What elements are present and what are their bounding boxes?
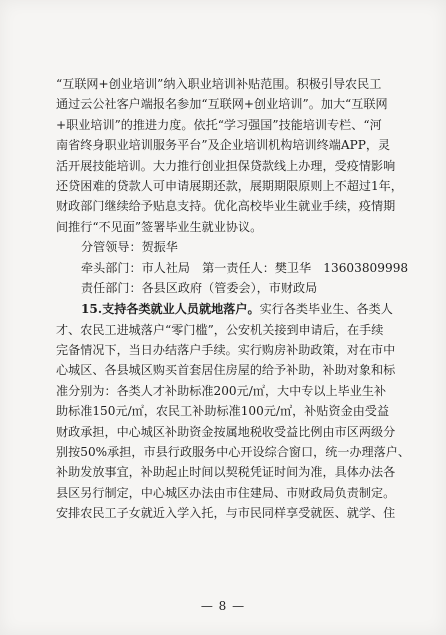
paragraph-line: 还贷困难的贷款人可申请展期还款，展期期限原则上不超过1年， (56, 178, 403, 193)
paragraph-line: +职业培训”的推进力度。依托“学习强国”技能培训专栏、“河 (56, 117, 382, 132)
page-number: — 8 — (200, 599, 246, 613)
paragraph-line: “互联网+创业培训”纳入职业培训补贴范围。积极引导农民工 (56, 77, 382, 91)
responsible-department-line: 责任部门：各县区政府（管委会），市财政局 (81, 280, 318, 295)
section-line: 财政承担，中心城区补助资金按属地税收受益比例由市区两级分 (56, 424, 396, 439)
section-line: 安排农民工子女就近入学入托，与市民同样享受就医、就学、住 (56, 506, 396, 521)
section-line: 心城区、各县城区购买首套居住房屋的给予补助，补助对象和标 (56, 363, 396, 378)
section-line: 县区另行制定，中心城区办法由市住建局、市财政局负责制定。 (56, 485, 396, 500)
document-body (56, 74, 411, 524)
section-title-rest: 实行各类毕业生、各类人 (259, 302, 393, 317)
paragraph-line: 活开展技能培训。大力推行创业担保贷款线上办理，受疫情影响 (56, 158, 396, 173)
section-line: 准分别为：各类人才补助标准200元/㎡，大中专以上毕业生补 (56, 383, 387, 398)
section-title: 15.支持各类就业人员就地落户。 (81, 302, 260, 317)
paragraph-line: 南省终身职业培训服务平台”及企业培训机构培训终端APP，灵 (56, 138, 391, 153)
section-line: 完备情况下，当日办结落户手续。实行购房补助政策，对在市中 (56, 343, 396, 358)
paragraph-line: 通过云公社客户端报名参加“互联网+创业培训”。加大“互联网 (56, 97, 388, 112)
paragraph-line: 财政部门继续给予贴息支持。优化高校毕业生就业手续，疫情期 (56, 199, 396, 214)
leader-line: 分管领导：贺振华 (81, 240, 178, 255)
section-line: 助标准150元/㎡，农民工补助标准100元/㎡，补贴资金由受益 (56, 404, 390, 419)
lead-department-line: 牵头部门：市人社局 第一责任人：樊卫华 13603809998 (81, 260, 409, 275)
section-line: 才、农民工进城落户“零门槛”，公安机关接到申请后，在手续 (56, 322, 384, 337)
section-heading-line (56, 299, 393, 319)
section-line: 别按50%承担，市县行政服务中心开设综合窗口，统一办理落户、 (56, 445, 411, 460)
paragraph-line: 间推行“不见面”签署毕业生就业协议。 (56, 219, 263, 234)
section-line: 补助发放事宜，补助起止时间以契税凭证时间为准，具体办法各 (56, 465, 396, 480)
